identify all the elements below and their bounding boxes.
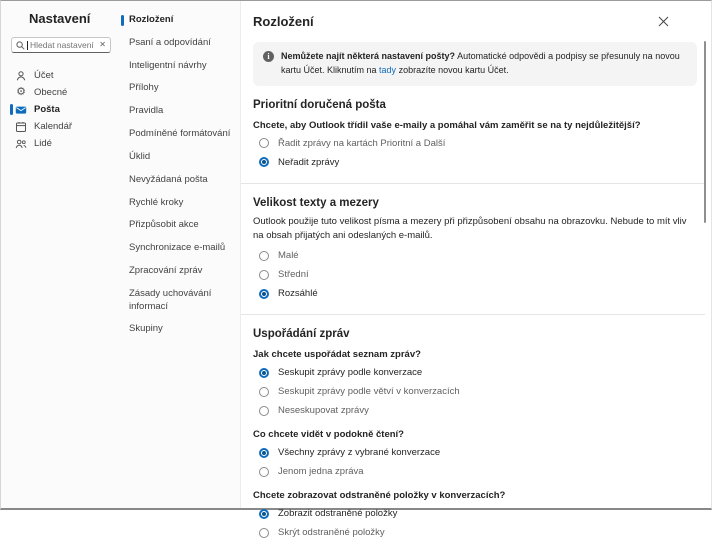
sidebar-item-ucet[interactable]: [1, 67, 113, 84]
section-divider: [241, 314, 705, 315]
radio-selected-icon[interactable]: [259, 289, 269, 299]
category-synchronizace-e-mailu[interactable]: [113, 237, 240, 260]
category-label: Přizpůsobit akce: [129, 219, 199, 231]
question-odstranene-polozky: Chcete zobrazovat odstraněné položky v konverzacích?: [253, 490, 506, 502]
radio-label: Seskupit zprávy podle větví v konverzacích: [278, 386, 460, 398]
sidebar-item-posta[interactable]: [1, 101, 113, 118]
radio-label: Jenom jedna zpráva: [278, 466, 364, 478]
radio-selected-icon[interactable]: [259, 157, 269, 167]
people-icon: [15, 138, 27, 150]
radio-male[interactable]: [253, 246, 697, 265]
settings-panel: [241, 1, 711, 539]
banner-tail: zobrazíte novou kartu Účet.: [396, 64, 509, 75]
question-tridit-emaily: Chcete, aby Outlook třídil vaše e-maily a pomáhal vám zaměřit se na ty nejdůležitější?: [253, 119, 641, 131]
category-label: Úklid: [129, 150, 151, 162]
section-heading-velikost: Velikost texty a mezery: [253, 196, 379, 209]
sidebar-nav: [1, 67, 113, 152]
category-label: Rozložení: [129, 14, 174, 25]
category-label: Inteligentní návrhy: [129, 59, 207, 71]
category-rozlozeni[interactable]: [113, 9, 240, 32]
sidebar-item-obecne[interactable]: [1, 84, 113, 101]
close-icon: [658, 16, 669, 27]
radio-zobrazit-odstranene[interactable]: [253, 504, 697, 523]
radio-seskupit-podle-vetvi[interactable]: [253, 382, 697, 401]
category-prizpusobit-akce[interactable]: [113, 214, 240, 237]
category-zasady-uchovavani-informaci[interactable]: [113, 283, 240, 319]
radio-group-velikost: [253, 246, 697, 303]
panel-header: [253, 11, 697, 31]
radio-selected-icon[interactable]: [259, 448, 269, 458]
radio-group-usporadat: [253, 363, 697, 420]
radio-selected-icon[interactable]: [259, 509, 269, 519]
tady-link[interactable]: tady: [379, 64, 397, 75]
category-label: Podmíněné formátování: [129, 128, 231, 140]
settings-title: Nastavení: [29, 11, 91, 26]
category-podminene-formatovani[interactable]: [113, 123, 240, 146]
radio-label: Neseskupovat zprávy: [278, 405, 369, 417]
radio-jenom-jedna-zprava[interactable]: [253, 462, 697, 481]
radio-radit-zpravy[interactable]: [253, 134, 697, 153]
category-psani-a-odpovidani[interactable]: [113, 32, 240, 55]
category-uklid[interactable]: [113, 146, 240, 169]
calendar-icon: [15, 121, 27, 133]
question-podokno-cteni: Co chcete vidět v podokně čtení?: [253, 429, 404, 441]
page-title: Rozložení: [253, 13, 314, 29]
sidebar-item-label: Pošta: [34, 104, 60, 115]
search-input[interactable]: [11, 37, 111, 53]
gear-icon: ⚙: [16, 86, 26, 98]
person-icon: [15, 70, 27, 82]
radio-label: Zobrazit odstraněné položky: [278, 508, 398, 520]
sidebar-item-kalendar[interactable]: [1, 118, 113, 135]
text-caret: [27, 41, 28, 50]
radio-unselected-icon[interactable]: [259, 467, 269, 477]
sidebar-item-label: Obecné: [34, 87, 68, 98]
category-label: Skupiny: [129, 323, 163, 335]
category-label: Přílohy: [129, 82, 159, 94]
radio-label: Rozsáhlé: [278, 288, 318, 300]
radio-label: Střední: [278, 269, 309, 281]
info-banner-text: [281, 50, 687, 78]
radio-unselected-icon[interactable]: [259, 406, 269, 416]
category-pravidla[interactable]: [113, 100, 240, 123]
radio-label: Malé: [278, 250, 299, 262]
category-prilohy[interactable]: [113, 77, 240, 100]
info-banner: [253, 42, 697, 86]
radio-vsechny-zpravy[interactable]: [253, 443, 697, 462]
category-label: Synchronizace e-mailů: [129, 242, 226, 254]
radio-unselected-icon[interactable]: [259, 387, 269, 397]
sidebar-item-label: Lidé: [34, 138, 52, 149]
radio-unselected-icon[interactable]: [259, 270, 269, 280]
velikost-description: Outlook použije tuto velikost písma a mezery při přizpůsobení obsahu na obrazovku. Nebude to mít vliv na obsah přijatých ani odeslaných e-mailů.: [253, 215, 687, 242]
radio-unselected-icon[interactable]: [259, 528, 269, 538]
category-inteligentni-navrhy[interactable]: [113, 55, 240, 78]
question-usporadat-seznam: Jak chcete uspořádat seznam zpráv?: [253, 349, 421, 361]
mail-icon: [15, 104, 27, 116]
category-zpracovani-zprav[interactable]: [113, 260, 240, 283]
sidebar-item-lide[interactable]: [1, 135, 113, 152]
radio-seskupit-podle-konverzace[interactable]: [253, 363, 697, 382]
section-heading-prioritni: Prioritní doručená pošta: [253, 98, 386, 111]
sidebar: [1, 1, 113, 508]
section-heading-usporadani: Uspořádání zpráv: [253, 328, 350, 341]
scrollbar-thumb[interactable]: [704, 41, 707, 223]
category-label: Zpracování zpráv: [129, 264, 203, 276]
radio-label: Neřadit zprávy: [278, 156, 340, 168]
banner-body: Automatické odpovědi a podpisy se přesunuly na novou kartu Účet. Kliknutím na: [281, 51, 680, 75]
section-divider: [241, 183, 705, 184]
category-label: Pravidla: [129, 105, 164, 117]
radio-neseskupovat[interactable]: [253, 401, 697, 420]
category-label: Nevyžádaná pošta: [129, 173, 208, 185]
radio-group-podokno: [253, 443, 697, 481]
radio-skryt-odstranene[interactable]: [253, 523, 697, 542]
close-button[interactable]: [653, 11, 673, 31]
banner-lead: Nemůžete najít některá nastavení pošty?: [281, 51, 456, 61]
search-placeholder: Hledat nastavení: [30, 40, 94, 50]
radio-label: Všechny zprávy z vybrané konverzace: [278, 447, 441, 459]
clear-search-icon[interactable]: ✕: [99, 40, 106, 49]
category-rychle-kroky[interactable]: [113, 192, 240, 215]
category-skupiny[interactable]: [113, 318, 240, 341]
info-icon: i: [263, 51, 274, 62]
radio-label: Seskupit zprávy podle konverzace: [278, 367, 423, 379]
radio-group-prioritni: [253, 134, 697, 172]
category-label: Zásady uchovávání informací: [129, 287, 212, 312]
radio-rozsahle[interactable]: [253, 284, 697, 303]
category-label: Psaní a odpovídání: [129, 36, 211, 48]
radio-stredni[interactable]: [253, 265, 697, 284]
radio-neradit-zpravy[interactable]: [253, 153, 697, 172]
radio-selected-icon[interactable]: [259, 368, 269, 378]
search-icon: [16, 41, 25, 50]
category-nevyzadana-posta[interactable]: [113, 169, 240, 192]
sidebar-item-label: Účet: [34, 70, 54, 81]
sidebar-item-label: Kalendář: [34, 121, 73, 132]
radio-label: Skrýt odstraněné položky: [278, 527, 385, 539]
radio-group-odstranene: [253, 504, 697, 542]
categories-nav: [113, 1, 241, 508]
radio-label: Řadit zprávy na kartách Prioritní a Další: [278, 137, 446, 149]
category-label: Rychlé kroky: [129, 196, 184, 208]
radio-unselected-icon[interactable]: [259, 138, 269, 148]
radio-unselected-icon[interactable]: [259, 251, 269, 261]
